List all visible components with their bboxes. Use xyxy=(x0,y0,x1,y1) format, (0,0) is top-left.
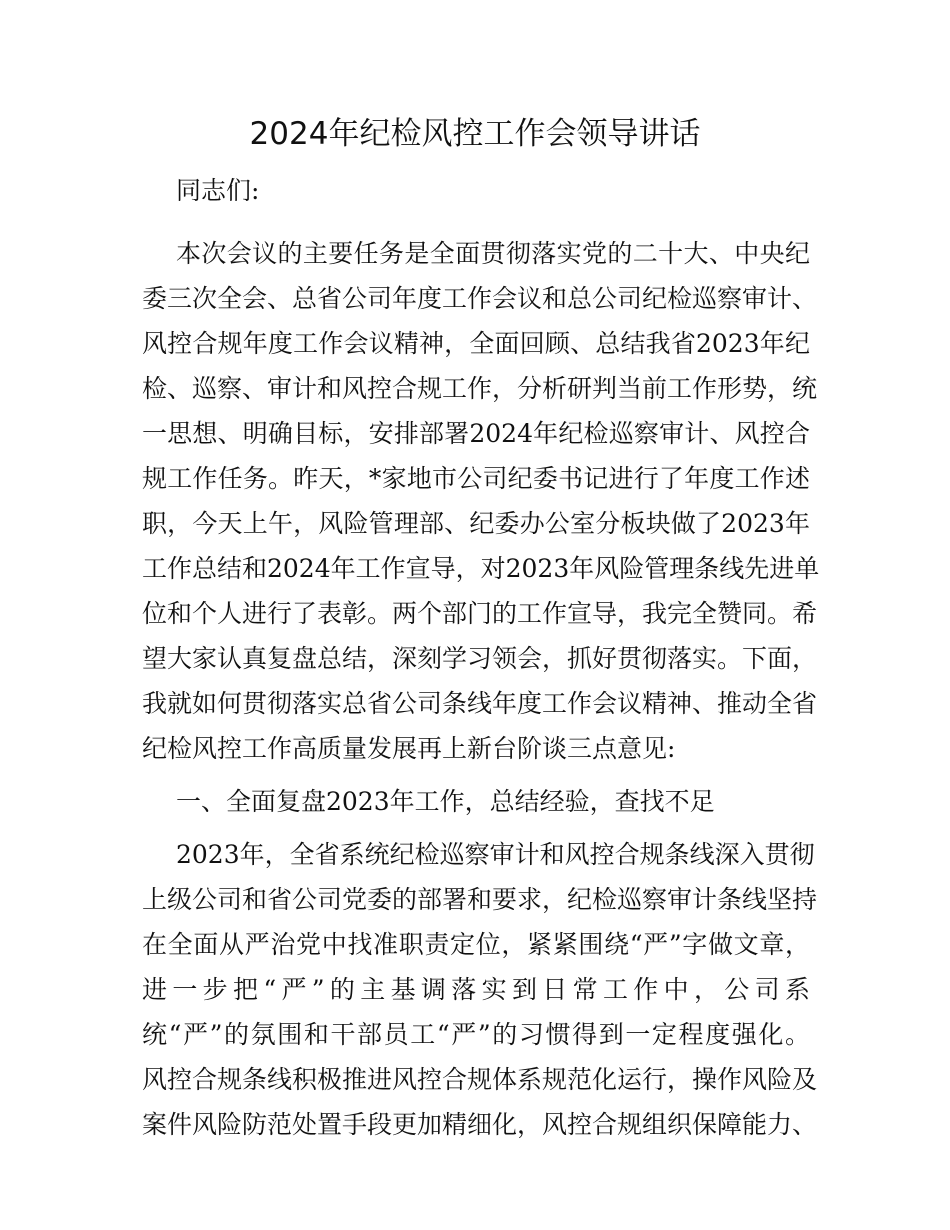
paragraph-line: 规工作任务。昨天，*家地市公司纪委书记进行了年度工作述 xyxy=(142,464,810,493)
paragraph-line: 上级公司和省公司党委的部署和要求，纪检巡察审计条线坚持 xyxy=(142,885,818,914)
document-title: 2024年纪检风控工作会领导讲话 xyxy=(249,116,701,152)
paragraph-line: 位和个人进行了表彰。两个部门的工作宣导，我完全赞同。希 xyxy=(142,599,818,628)
paragraph-line: 纪检风控工作高质量发展再上新台阶谈三点意见: xyxy=(142,734,676,763)
paragraph-line: 2023年，全省系统纪检巡察审计和风控合规条线深入贯彻 xyxy=(176,840,815,869)
paragraph-line: 案件风险防范处置手段更加精细化，风控合规组织保障能力、 xyxy=(142,1110,818,1139)
paragraph-3 xyxy=(142,832,818,1147)
paragraph-line: 职，今天上午，风险管理部、纪委办公室分板块做了2023年 xyxy=(142,509,810,538)
paragraph-line: 望大家认真复盘总结，深刻学习领会，抓好贯彻落实。下面， xyxy=(142,644,818,673)
paragraph-1 xyxy=(142,231,820,771)
section-heading-1 xyxy=(142,779,810,824)
salutation-paragraph xyxy=(142,168,810,213)
paragraph-line: 风控合规条线积极推进风控合规体系规范化运行，操作风险及 xyxy=(142,1065,818,1094)
salutation: 同志们: xyxy=(176,176,260,205)
section-heading: 一、全面复盘2023年工作，总结经验，查找不足 xyxy=(176,787,715,816)
paragraph-line: 工作总结和2024年工作宣导，对2023年风险管理条线先进单 xyxy=(142,554,820,583)
paragraph-line: 委三次全会、总省公司年度工作会议和总公司纪检巡察审计、 xyxy=(142,284,818,313)
paragraph-line: 风控合规年度工作会议精神，全面回顾、总结我省2023年纪 xyxy=(142,329,810,358)
paragraph-line: 在全面从严治党中找准职责定位，紧紧围绕“严”字做文章， xyxy=(142,930,810,959)
paragraph-line: 我就如何贯彻落实总省公司条线年度工作会议精神、推动全省 xyxy=(142,689,818,718)
paragraph-line: 检、巡察、审计和风控合规工作，分析研判当前工作形势，统 xyxy=(142,374,818,403)
paragraph-line: 进一步把“严”的主基调落实到日常工作中，公司系 xyxy=(142,975,810,1004)
paragraph-line: 统“严”的氛围和干部员工“严”的习惯得到一定程度强化。 xyxy=(142,1020,810,1049)
paragraph-line: 本次会议的主要任务是全面贯彻落实党的二十大、中央纪 xyxy=(176,239,810,268)
document-body xyxy=(142,168,820,1155)
paragraph-line: 一思想、明确目标，安排部署2024年纪检巡察审计、风控合 xyxy=(142,419,810,448)
